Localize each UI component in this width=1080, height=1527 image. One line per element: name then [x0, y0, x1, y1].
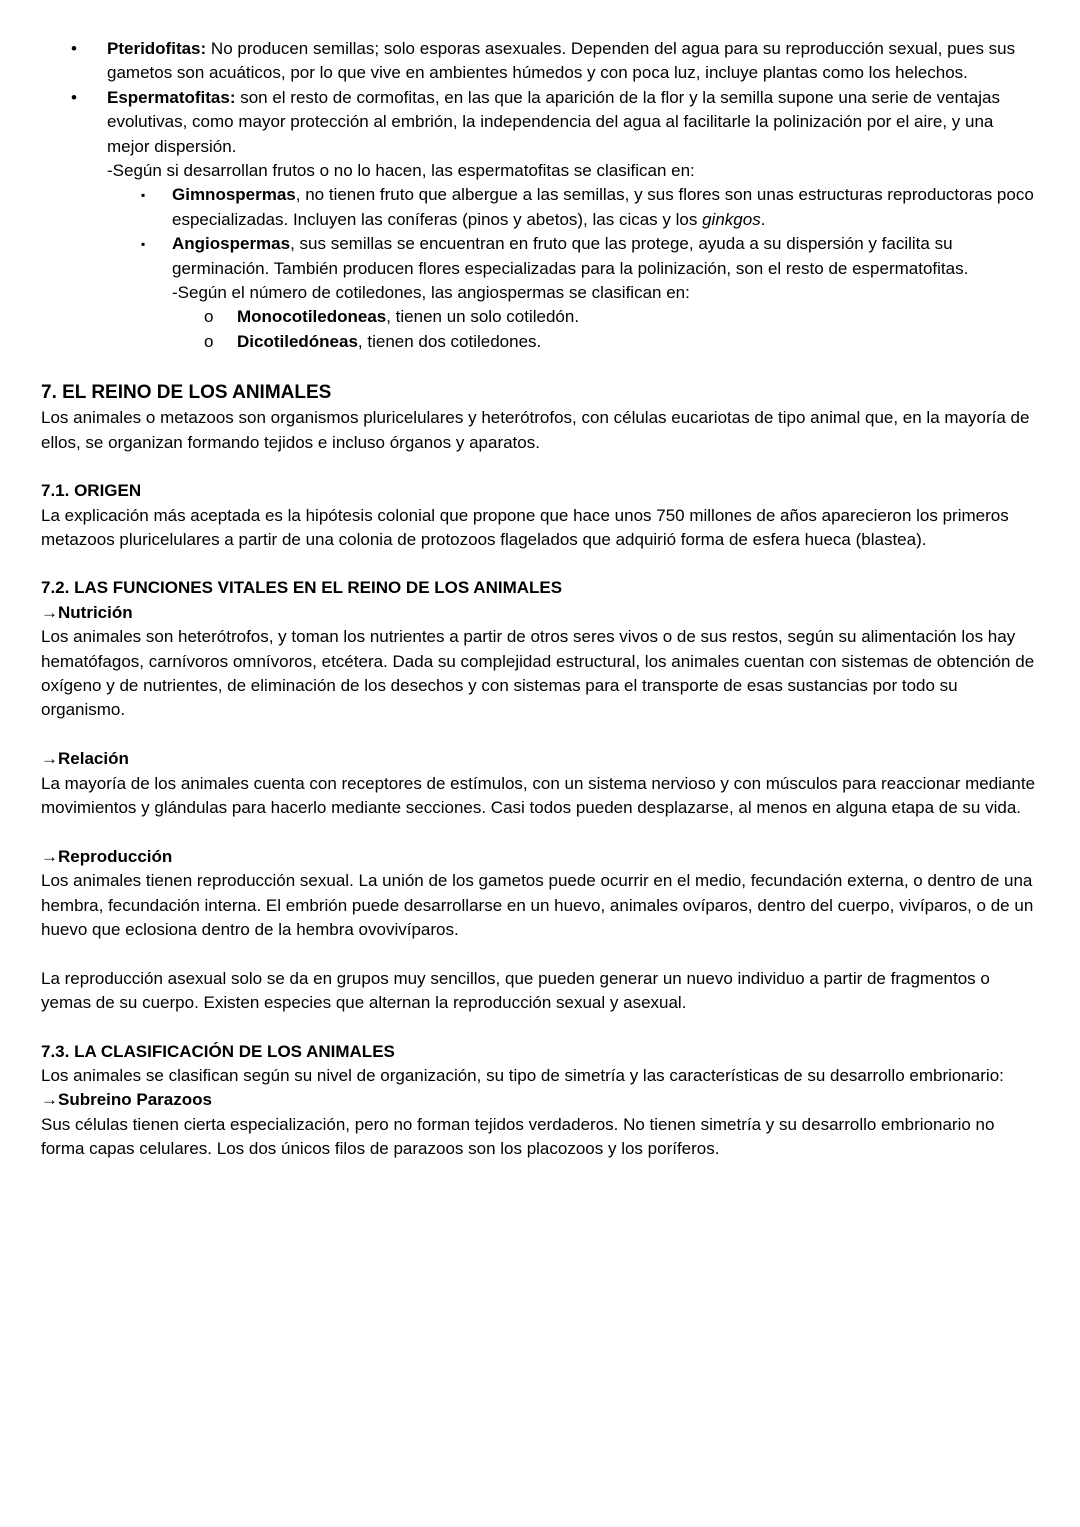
arrow-icon: → — [41, 1090, 58, 1110]
section-title-7-1: 7.1. ORIGEN — [41, 481, 142, 501]
list-item-dico — [41, 330, 1036, 354]
note-angiospermas: -Según el número de cotiledones, las angiospermas se clasifican en: — [172, 283, 690, 303]
subheading-label: Subreino Parazoos — [58, 1090, 212, 1110]
bullet-disc: • — [71, 87, 77, 107]
bullet-circle: o — [204, 331, 214, 351]
term-mono: Monocotiledoneas — [237, 307, 387, 327]
section-title-7-3: 7.3. LA CLASIFICACIÓN DE LOS ANIMALES — [41, 1041, 395, 1061]
subheading-parazoos — [41, 1088, 1036, 1112]
text-angiospermas: , sus semillas se encuentran en fruto que las protege, ayuda a su dispersión y facilita su germinación. También producen flores especializadas para la polinización, son el resto de espermatofitas. — [172, 234, 969, 278]
section-7-intro: Los animales o metazoos son organismos pluricelulares y heterótrofos, con células eucariotas de tipo animal que, en la mayoría de ellos, se organizan formando tejidos e incluso órganos y aparatos. — [41, 408, 1030, 452]
arrow-icon: → — [41, 749, 58, 769]
text-end: . — [760, 209, 766, 229]
list-item-pteridofitas — [41, 37, 1036, 86]
section-7-3-intro: Los animales se clasifican según su nivel de organización, su tipo de simetría y las características de su desarrollo embrionario: — [41, 1065, 1004, 1085]
text-gimnospermas: , no tienen fruto que albergue a las semillas, y sus flores son unas estructuras reproductoras poco especializadas. Incluyen las coníferas (pinos y abetos), las cicas y los — [172, 185, 1034, 229]
list-item-gimnospermas — [41, 183, 1036, 232]
reproduccion-text: Los animales tienen reproducción sexual. La unión de los gametos puede ocurrir en el medio, fecundación externa, o dentro de una hembra, fecundación interna. El embrión puede desarrollarse en un huevo, animales ovíparos, dentro del cuerpo, vivíparos, o de un huevo que eclosiona dentro de la hembra ovovivíparos. — [41, 871, 1034, 939]
arrow-icon: → — [41, 602, 58, 622]
section-title-7-2: 7.2. LAS FUNCIONES VITALES EN EL REINO DE LOS ANIMALES — [41, 578, 563, 598]
document-page — [41, 37, 1036, 1162]
list-item-espermatofitas — [41, 86, 1036, 159]
bullet-square: ▪ — [141, 188, 146, 203]
term-pteridofitas: Pteridofitas: — [107, 39, 207, 58]
reproduccion-text-2: La reproducción asexual solo se da en grupos muy sencillos, que pueden generar un nuevo individuo a partir de fragmentos o yemas de su cuerpo. Existen especies que alternan la reproducción sexual y asexual. — [41, 968, 990, 1013]
text-pteridofitas: No producen semillas; solo esporas asexuales. Dependen del agua para su reproducción sexual, pues sus gametos son acuáticos, por lo que vive en ambientes húmedos y con poca luz, incluye plantas como los helechos. — [107, 39, 1016, 83]
section-title-7: 7. EL REINO DE LOS ANIMALES — [41, 382, 332, 404]
nutricion-text: Los animales son heterótrofos, y toman los nutrientes a partir de otros seres vivos o de sus restos, según su alimentación los hay hematófagos, carnívoros omnívoros, etcétera. Dada su complejidad estructural, los animales cuentan con sistemas de obtención de oxígeno y de nutrientes, de eliminación de los desechos y con sistemas para el transporte de esas sustancias por todo su organismo. — [41, 627, 1035, 720]
subheading-label: Nutrición — [58, 602, 133, 622]
subheading-label: Relación — [58, 749, 129, 769]
list-item-angiospermas — [41, 232, 1036, 281]
text-mono: , tienen un solo cotiledón. — [386, 307, 580, 327]
term-gimnospermas: Gimnospermas — [172, 185, 296, 205]
bullet-square: ▪ — [141, 237, 146, 252]
term-espermatofitas: Espermatofitas: — [107, 87, 236, 107]
italic-ginkgos: ginkgos — [702, 209, 761, 229]
term-angiospermas: Angiospermas — [172, 234, 291, 254]
subheading-relacion — [41, 747, 1036, 771]
text-espermatofitas: son el resto de cormofitas, en las que la aparición de la flor y la semilla supone una serie de ventajas evolutivas, como mayor protección al embrión, la independencia del agua al facilitarle la polinización por el aire, y una mejor dispersión. — [107, 87, 1000, 156]
section-7-1-text: La explicación más aceptada es la hipótesis colonial que propone que hace unos 750 millones de años aparecieron los primeros metazoos pluricelulares a partir de una colonia de protozoos flagelados que adquirió forma de esfera hueca (blastea). — [41, 505, 1009, 549]
text-dico: , tienen dos cotiledones. — [357, 331, 542, 351]
list-item-mono — [41, 305, 1036, 329]
note-espermatofitas: -Según si desarrollan frutos o no lo hacen, las espermatofitas se clasifican en: — [107, 161, 695, 181]
relacion-text: La mayoría de los animales cuenta con receptores de estímulos, con un sistema nervioso y con músculos para reaccionar mediante movimientos y glándulas para hacerlo mediante secciones. Casi todos pueden desplazarse, al menos en alguna etapa de su vida. — [41, 773, 1036, 817]
bullet-disc: • — [71, 39, 77, 58]
bullet-circle: o — [204, 307, 214, 327]
term-dico: Dicotiledóneas — [237, 331, 358, 351]
subheading-nutricion — [41, 601, 1036, 625]
arrow-icon: → — [41, 846, 58, 866]
subheading-reproduccion — [41, 845, 1036, 869]
subheading-label: Reproducción — [58, 846, 173, 866]
parazoos-text: Sus células tienen cierta especialización, pero no forman tejidos verdaderos. No tienen simetría y su desarrollo embrionario no forma capas celulares. Los dos únicos filos de parazoos son los placozoos y los poríferos. — [41, 1114, 995, 1159]
